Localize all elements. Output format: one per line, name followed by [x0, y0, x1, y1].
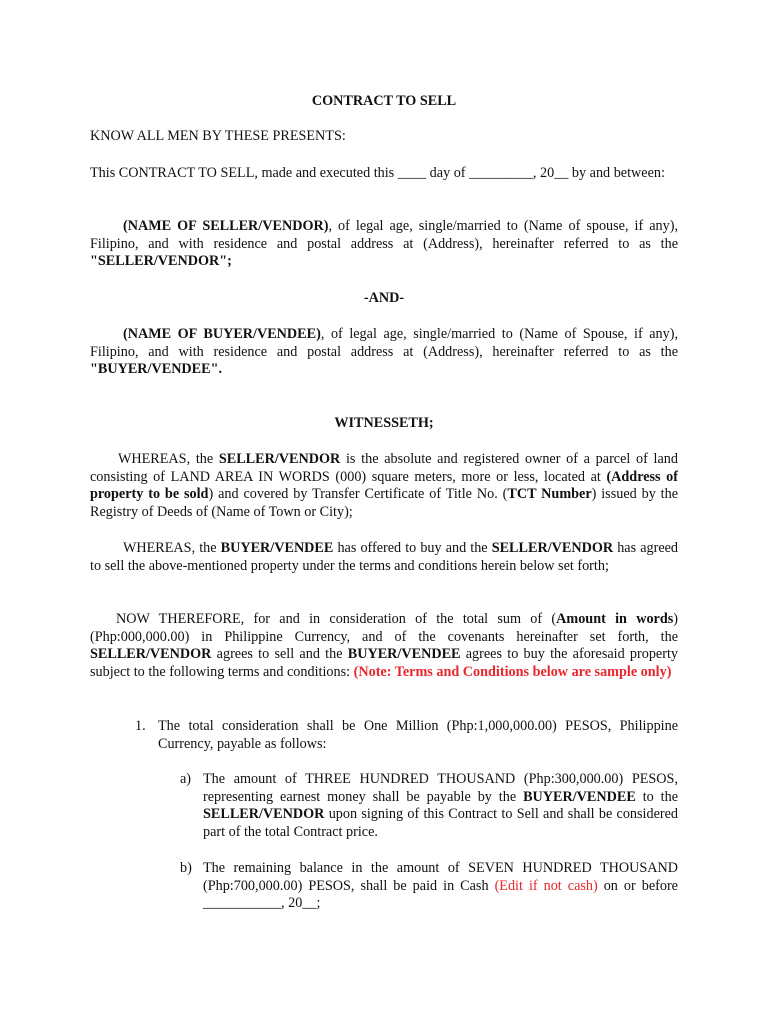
item-1-text: The total consideration shall be One Million (Php:1,000,000.00) PESOS, Philippine Currency, payable as follows:: [158, 718, 678, 752]
buyer-ref: "BUYER/VENDEE".: [90, 361, 223, 378]
item-a-text-e: upon signing of this Contract to Sell and shall be considered part of the total Contract price.: [203, 806, 678, 840]
nt-seller: SELLER/VENDOR: [90, 646, 212, 663]
whereas1-text-e: ) and covered by Transfer Certificate of Title No. (: [208, 486, 508, 503]
witnesseth-heading: WITNESSETH;: [334, 415, 434, 431]
whereas1-seller: SELLER/VENDOR: [218, 451, 341, 467]
item-1-number: 1.: [135, 718, 146, 734]
opening-line: KNOW ALL MEN BY THESE PRESENTS:: [90, 128, 346, 144]
whereas2-text-a: WHEREAS, the: [123, 540, 221, 556]
whereas1-text-a: WHEREAS, the: [118, 451, 219, 467]
now-therefore-paragraph: [90, 611, 678, 681]
seller-text: , of legal age, single/married to (Name of spouse, if any), Filipino, and with residence and postal address at (Address), hereinafter referred to as the: [90, 218, 678, 252]
item-a-buyer: BUYER/VENDEE: [523, 788, 636, 805]
seller-paragraph: [90, 218, 678, 271]
whereas2-seller: SELLER/VENDOR: [491, 540, 614, 556]
whereas1-tct: TCT Number: [507, 486, 592, 503]
whereas1-text-c: is the absolute and registered owner of a parcel of land consisting of LAND AREA IN WORDS (000) square meters, more or less, located at: [90, 451, 678, 485]
nt-text-a: NOW THEREFORE, for and in consideration of the total sum of (: [116, 611, 557, 627]
nt-text-g: agrees to buy the aforesaid property subject to the following terms and conditions:: [90, 646, 678, 680]
document-title: CONTRACT TO SELL: [311, 93, 457, 109]
item-a-letter: a): [180, 771, 192, 787]
item-a-text-a: The amount of THREE HUNDRED THOUSAND (Php:300,000.00) PESOS, representing earnest money shall be payable by the: [203, 771, 678, 805]
nt-sample-note: (Note: Terms and Conditions below are sample only): [353, 663, 672, 680]
item-b-note: (Edit if not cash): [494, 877, 598, 894]
item-b-text: [203, 860, 678, 913]
nt-amount: Amount in words: [556, 611, 674, 627]
buyer-paragraph: [90, 326, 678, 379]
item-a-text-c: to the: [635, 788, 678, 805]
item-b-letter: b): [180, 860, 192, 876]
intro-paragraph: This CONTRACT TO SELL, made and executed this ____ day of _________, 20__ by and between:: [90, 165, 665, 181]
whereas-paragraph-1: [90, 451, 678, 521]
item-a-text: [203, 771, 678, 841]
whereas2-text-e: has agreed to sell the above-mentioned property under the terms and conditions herein below set forth;: [90, 540, 679, 574]
nt-buyer: BUYER/VENDEE: [347, 646, 461, 663]
whereas-paragraph-2: [90, 540, 678, 575]
whereas1-address: (Address of property to be sold: [90, 468, 678, 503]
buyer-text: , of legal age, single/married to (Name of Spouse, if any), Filipino, and with residence and postal address at (Address), hereinafter referred to as the: [90, 326, 678, 360]
seller-name: (NAME OF SELLER/VENDOR): [123, 218, 329, 234]
and-separator: -AND-: [363, 290, 405, 306]
item-b-text-a: The remaining balance in the amount of SEVEN HUNDRED THOUSAND (Php:700,000.00) PESOS, shall be paid in Cash: [203, 860, 678, 894]
whereas2-text-c: has offered to buy and the: [333, 540, 492, 556]
buyer-name: (NAME OF BUYER/VENDEE): [123, 326, 321, 342]
whereas1-text-g: ) issued by the Registry of Deeds of (Name of Town or City);: [90, 486, 679, 520]
nt-text-e: agrees to sell and the: [211, 646, 348, 663]
seller-ref: "SELLER/VENDOR";: [90, 253, 232, 270]
nt-text-c: ) (Php:000,000.00) in Philippine Currency, and of the covenants hereinafter set forth, the: [90, 611, 678, 645]
whereas2-buyer: BUYER/VENDEE: [220, 540, 334, 556]
item-a-seller: SELLER/VENDOR: [203, 806, 325, 823]
item-b-text-b: on or before ___________, 20__;: [203, 877, 678, 912]
